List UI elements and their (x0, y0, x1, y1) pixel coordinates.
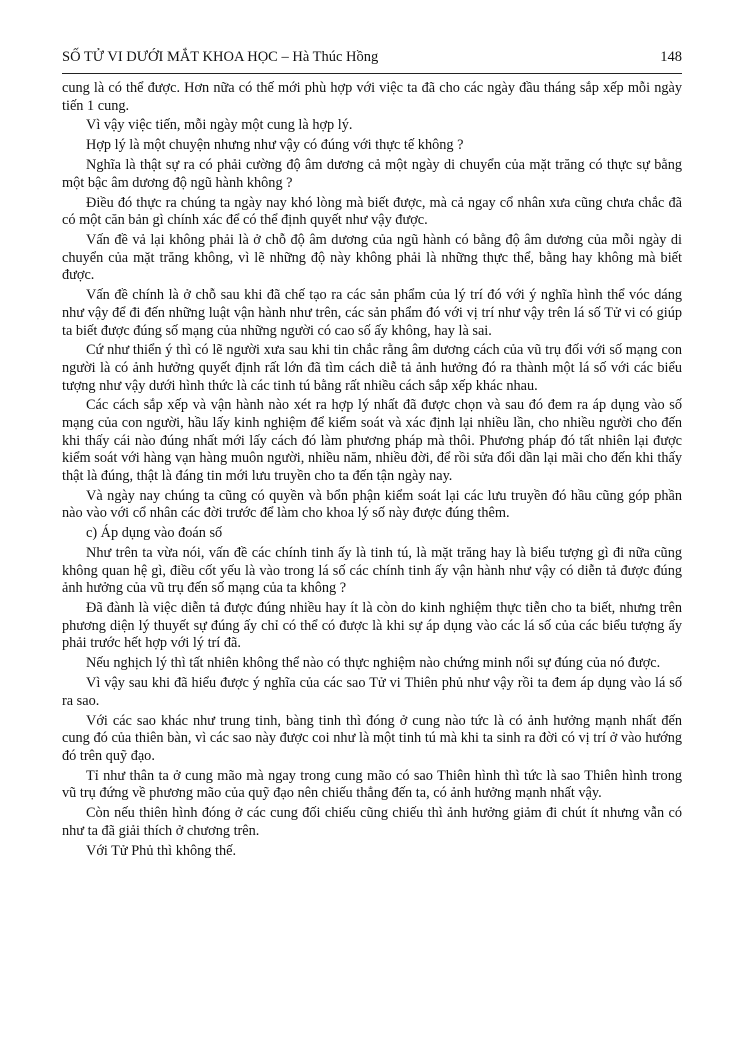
paragraph: Với Tử Phủ thì không thế. (86, 842, 237, 859)
paragraph: Hợp lý là một chuyện nhưng như vậy có đúng với thực tế không ? (86, 137, 464, 154)
paragraph: Và ngày nay chúng ta cũng có quyền và bổn phận kiểm soát lại các lưu truyền đó hầu cũng góp phần nào vào với cổ nhân các đời trước để làm cho khoa lý số này được đúng thêm. (62, 487, 682, 522)
body-text (62, 80, 682, 863)
paragraph: Tỉ như thân ta ở cung mão mà ngay trong cung mão có sao Thiên hình thì tức là sao Thiên hình trong vũ trụ đứng về phương mão của quỹ đạo nên chiếu thẳng đến ta, có ảnh hưởng mạnh nhất vậy. (62, 767, 682, 802)
paragraph: Điều đó thực ra chúng ta ngày nay khó lòng mà biết được, mà cả ngay cổ nhân xưa cũng chưa chắc đã có một căn bản gì chính xác để có thể định quyết như vậy được. (62, 194, 682, 229)
section-heading: c) Áp dụng vào đoán số (86, 525, 223, 542)
paragraph: Vì vậy sau khi đã hiểu được ý nghĩa của các sao Tử vi Thiên phủ như vậy rồi ta đem áp dụng vào lá số ra sao. (62, 675, 682, 709)
paragraph: Vấn đề vả lại không phải là ở chỗ độ âm dương của ngũ hành có bằng độ âm dương của mỗi ngày di chuyển của mặt trăng không, vì lẽ những độ này không phải là những thực thể, bằng hay không mà biết được. (62, 232, 682, 284)
running-header (62, 47, 682, 74)
paragraph: cung là có thể được. Hơn nữa có thế mới phù hợp với việc ta đã cho các ngày đầu tháng sắp xếp mỗi ngày tiến 1 cung. (62, 80, 682, 114)
paragraph: Nếu nghịch lý thì tất nhiên không thể nào có thực nghiệm nào chứng minh nổi sự đúng của nó được. (86, 655, 661, 672)
paragraph: Nghĩa là thật sự ra có phải cường độ âm dương cả một ngày di chuyển của mặt trăng có thực sự bằng một bậc âm dương độ ngũ hành không ? (62, 157, 682, 191)
paragraph: Vấn đề chính là ở chỗ sau khi đã chế tạo ra các sản phẩm của lý trí đó với ý nghĩa hình thể vóc dáng như vậy để đi đến những luật vận hành như trên, các sản phẩm đó với vị trí như vậy trên lá số Tử vi có giúp ta biết được đúng số mạng của những người có cao số ấy không, hay là sai. (62, 287, 682, 339)
paragraph: Còn nếu thiên hình đóng ở các cung đối chiếu cũng chiếu thì ảnh hưởng giảm đi chút ít nhưng vẫn có như ta đã giải thích ở chương trên. (62, 805, 682, 839)
paragraph: Đã đành là việc diễn tả được đúng nhiều hay ít là còn do kinh nghiệm thực tiễn cho ta biết, nhưng trên phương diện lý thuyết sự đúng ấy chỉ có thể có được là khi sự áp dụng vào các lá số của các biểu tượng ấy phải trước hết hợp với lý trí đã. (62, 600, 682, 652)
paragraph: Vì vậy việc tiến, mỗi ngày một cung là hợp lý. (86, 117, 353, 134)
page-number: 148 (660, 49, 682, 65)
paragraph: Như trên ta vừa nói, vấn đề các chính tinh ấy là tinh tú, là mặt trăng hay là biểu tượng gì đi nữa cũng không quan hệ gì, điều cốt yếu là vào trong lá số các chính tinh ấy vận hành như vậy có diễn tả được đúng ảnh hưởng của vũ trụ đến số mạng của ta không ? (62, 545, 682, 597)
paragraph: Cứ như thiển ý thì có lẽ người xưa sau khi tin chắc rằng âm dương cách của vũ trụ đối với số mạng con người là có ảnh hưởng quyết định rất lớn đã tìm cách diễ tả ảnh hưởng đó ra thành một lá số với các biểu tượng như vậy dưới hình thức là các tinh tú bằng rất nhiều cách sắp xếp khác nhau. (62, 342, 682, 394)
header-title: SỐ TỬ VI DƯỚI MẮT KHOA HỌC – Hà Thúc Hồng (62, 49, 379, 65)
paragraph: Các cách sắp xếp và vận hành nào xét ra hợp lý nhất đã được chọn và sau đó đem ra áp dụng vào số mạng của con người, hầu lấy kinh nghiệm để kiểm soát và xác định lại nhiều lần, cho nhiều người cho đến khi thấy cái nào đúng nhất mới lấy cách đó làm phương pháp mà thôi. Phương pháp đó tất nhiên lại được kiểm soát với hàng vạn hàng muôn người, nhiều năm, nhiều đời, để rồi sửa đổi dần lại mãi cho đến khi thấy thật là đúng, thật là đáng tin mới lưu truyền cho ta đến tận ngày nay. (62, 397, 682, 484)
paragraph: Với các sao khác như trung tinh, bàng tinh thì đóng ở cung nào tức là có ảnh hưởng mạnh nhất đến cung đó của thiên bàn, vì các sao này được coi như là một tinh tú mà khi ta sinh ra đời có vị trí ở vào hướng đó trên quỹ đạo. (62, 712, 682, 764)
